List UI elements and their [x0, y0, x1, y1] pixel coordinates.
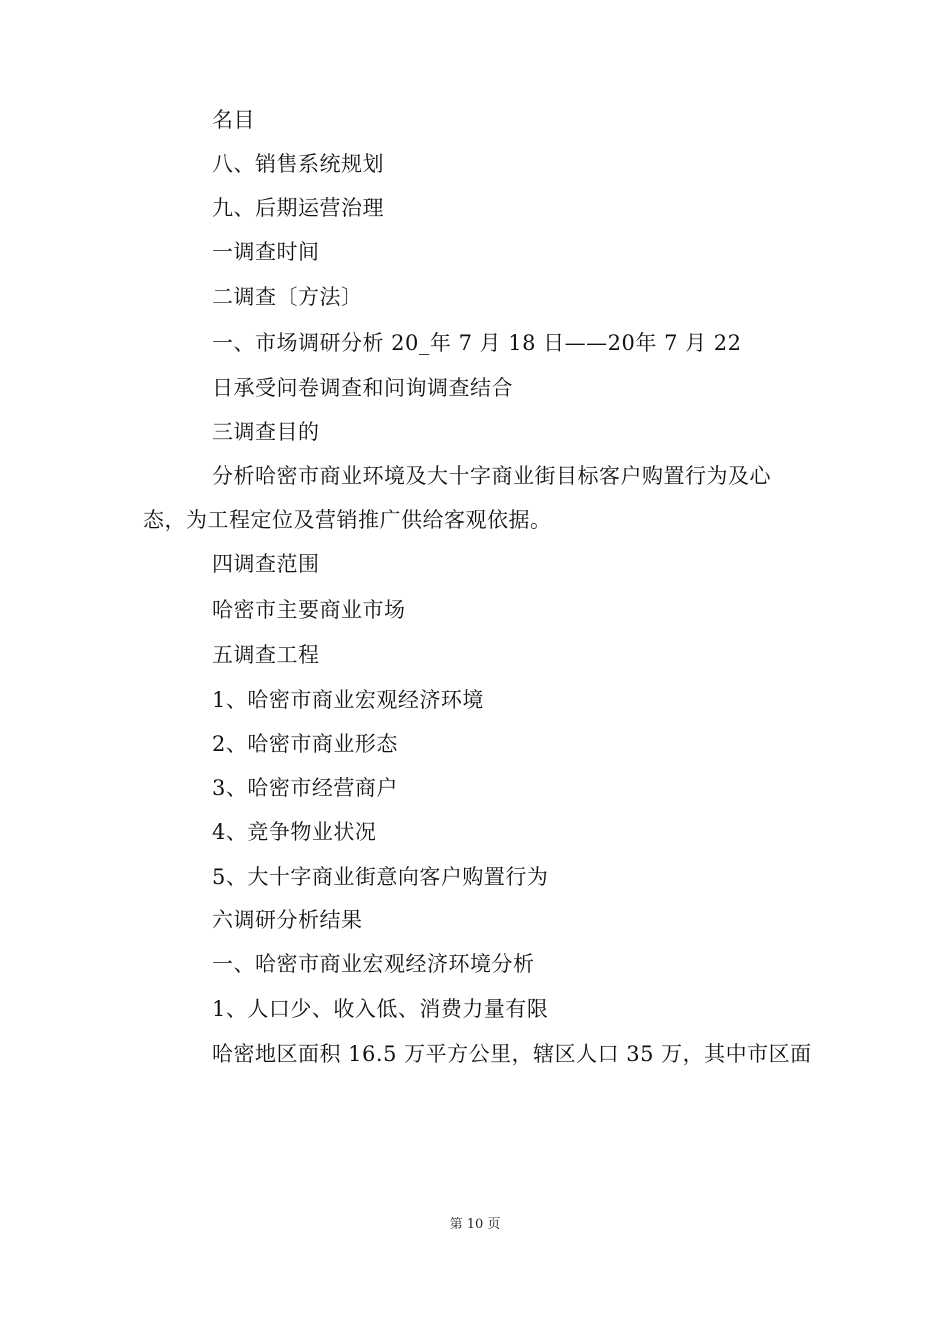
- text-line: 一、哈密市商业宏观经济环境分析: [212, 952, 535, 976]
- text-line: 名目: [212, 108, 255, 132]
- text-line: 2、哈密市商业形态: [212, 732, 398, 756]
- text-line: 5、大十字商业街意向客户购置行为: [212, 865, 549, 889]
- text-line: 三调查目的: [212, 420, 320, 444]
- text-line: 哈密市主要商业市场: [212, 598, 406, 622]
- text-line: 3、哈密市经营商户: [212, 776, 398, 800]
- text-line: 五调查工程: [212, 643, 320, 667]
- text-line: 四调查范围: [212, 552, 320, 576]
- text-line: 八、销售系统规划: [212, 152, 384, 176]
- text-line: 九、后期运营治理: [212, 196, 384, 220]
- text-line: 哈密地区面积 16.5 万平方公里，辖区人口 35 万，其中市区面: [212, 1042, 812, 1066]
- text-line: 分析哈密市商业环境及大十字商业街目标客户购置行为及心: [212, 464, 771, 488]
- text-line: 4、竞争物业状况: [212, 820, 377, 844]
- page-number: 第 10 页: [449, 1217, 501, 1232]
- text-line: 1、哈密市商业宏观经济环境: [212, 688, 484, 712]
- text-line: 1、人口少、收入低、消费力量有限: [212, 997, 549, 1021]
- text-line: 态，为工程定位及营销推广供给客观依据。: [143, 508, 552, 532]
- text-line: 一调查时间: [212, 240, 320, 264]
- text-line: 一、市场调研分析 20_年 7 月 18 日——20年 7 月 22: [212, 331, 742, 355]
- text-line: 日承受问卷调查和问询调查结合: [212, 376, 513, 400]
- text-line: 二调查〔方法〕: [212, 285, 363, 309]
- text-line: 六调研分析结果: [212, 908, 363, 932]
